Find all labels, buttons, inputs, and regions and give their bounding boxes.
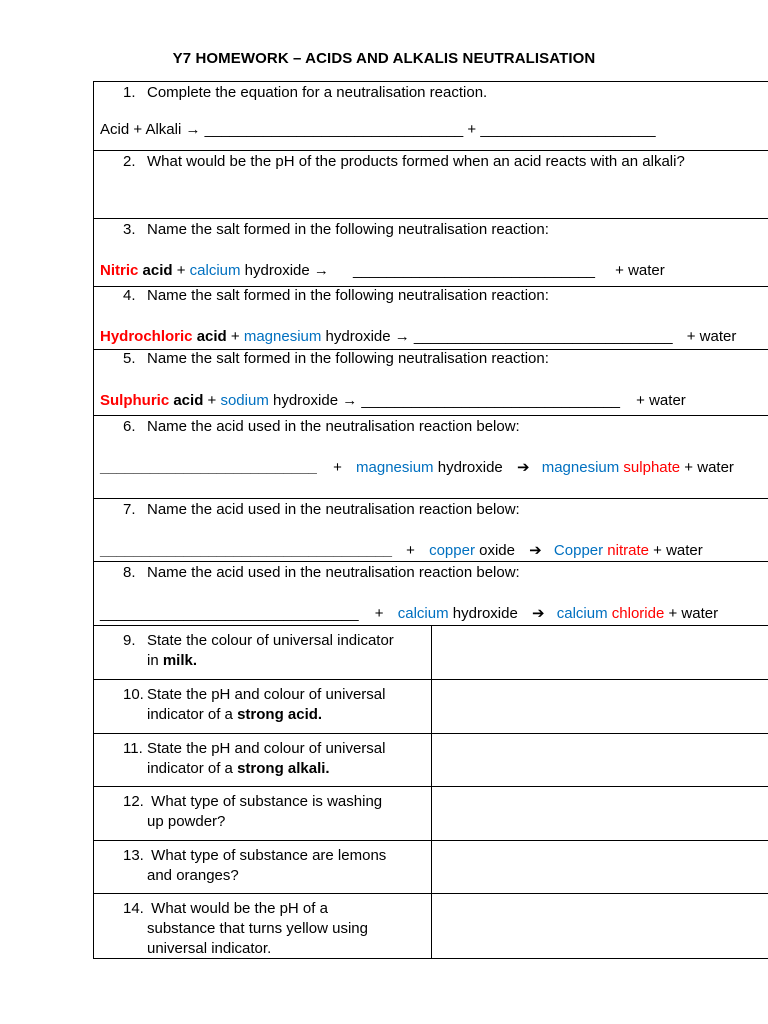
question-8 (94, 562, 768, 626)
metal-name: calcium (189, 262, 241, 279)
question-text: Name the acid used in the neutralisation reaction below: (147, 501, 520, 518)
question-text: Name the acid used in the neutralisation reaction below: (147, 418, 520, 435)
question-number: 1. (123, 84, 136, 101)
question-number: 11. (123, 740, 143, 757)
answer-cell[interactable] (432, 787, 768, 840)
question-10: 10. State the pH and colour of universal indicator of a strong acid. (94, 680, 768, 734)
answer-cell[interactable] (432, 841, 768, 893)
question-number: 12. (123, 793, 144, 810)
question-text: Complete the equation for a neutralisation reaction. (147, 84, 488, 101)
question-11: 11. State the pH and colour of universal indicator of a strong alkali. (94, 734, 768, 787)
equation-line: Acid + Alkali → _______________________________ + _____________________ (100, 121, 656, 138)
acid-name: Sulphuric (100, 392, 170, 409)
question-number: 7. (123, 501, 136, 518)
answer-blank[interactable]: _______________________________ (361, 392, 620, 409)
answer-cell[interactable] (432, 680, 768, 733)
question-13: 13. What type of substance are lemons and oranges? (94, 841, 768, 894)
question-3 (94, 219, 768, 287)
arrow-icon: ➔ (516, 459, 530, 476)
question-number: 5. (123, 350, 136, 367)
answer-blank[interactable]: _______________________________ (413, 328, 673, 345)
answer-blank[interactable]: __________________________ (100, 459, 317, 476)
question-number: 2. (123, 153, 136, 170)
arrow-icon: ➔ (531, 605, 545, 622)
metal-name: magnesium (243, 328, 322, 345)
equation-line: __________________________ + magnesium hydroxide ➔ magnesium sulphate + water (100, 459, 734, 476)
question-number: 8. (123, 564, 136, 581)
metal-name: copper (429, 542, 475, 559)
product-salt: chloride (611, 605, 665, 622)
answer-cell[interactable] (432, 734, 768, 786)
question-number: 4. (123, 287, 136, 304)
question-12: 12. What type of substance is washing up powder? (94, 787, 768, 841)
question-text: Name the salt formed in the following neutralisation reaction: (147, 350, 549, 367)
question-number: 13. (123, 847, 144, 864)
equation-line: ___________________________________ + copper oxide ➔ Copper nitrate + water (100, 542, 703, 559)
answer-blank[interactable]: _______________________________ (100, 605, 359, 622)
question-14: 14. What would be the pH of a substance that turns yellow using universal indicator. (94, 894, 768, 959)
question-5 (94, 350, 768, 416)
product-metal: magnesium (541, 459, 620, 476)
answer-cell[interactable] (432, 894, 768, 958)
question-text: Name the salt formed in the following neutralisation reaction: (147, 221, 549, 238)
question-text: Name the salt formed in the following neutralisation reaction: (147, 287, 549, 304)
question-number: 9. (123, 632, 136, 649)
answer-blank[interactable]: ___________________________________ (100, 542, 392, 559)
metal-name: sodium (220, 392, 269, 409)
product-metal: calcium (556, 605, 608, 622)
arrow-icon: ➔ (529, 542, 542, 559)
question-6 (94, 416, 768, 499)
question-text: What would be the pH of the products formed when an acid reacts with an alkali? (147, 153, 685, 170)
metal-name: magnesium (356, 459, 434, 476)
question-7 (94, 499, 768, 562)
question-text: Name the acid used in the neutralisation reaction below: (147, 564, 520, 581)
question-number: 3. (123, 221, 136, 238)
question-1 (94, 82, 768, 151)
equation-line: Hydrochloric acid + magnesium hydroxide → _______________________________ + water (100, 328, 737, 345)
answer-cell[interactable] (432, 626, 768, 679)
product-salt: sulphate (623, 459, 681, 476)
answer-blank[interactable]: _____________________________ (353, 262, 595, 279)
question-number: 14. (123, 900, 144, 917)
metal-name: calcium (397, 605, 449, 622)
acid-name: Nitric (100, 262, 139, 279)
question-9: 9. State the colour of universal indicator in milk. (94, 626, 768, 680)
equation-line: _______________________________ + calcium hydroxide ➔ calcium chloride + water (100, 605, 719, 622)
page-title: Y7 HOMEWORK – ACIDS AND ALKALIS NEUTRALISATION (172, 50, 596, 67)
worksheet-table (93, 81, 768, 959)
equation-line: Sulphuric acid + sodium hydroxide → _______________________________ + water (100, 392, 686, 409)
question-number: 10. (123, 686, 144, 703)
answer-blank[interactable]: _____________________ (480, 121, 656, 138)
question-2 (94, 151, 768, 219)
answer-blank[interactable]: _______________________________ (204, 121, 464, 138)
acid-name: Hydrochloric (100, 328, 193, 345)
product-salt: nitrate (607, 542, 649, 559)
product-metal: Copper (553, 542, 604, 559)
question-number: 6. (123, 418, 136, 435)
equation-line: Nitric acid + calcium hydroxide → _____________________________ + water (100, 262, 665, 279)
question-4 (94, 287, 768, 350)
